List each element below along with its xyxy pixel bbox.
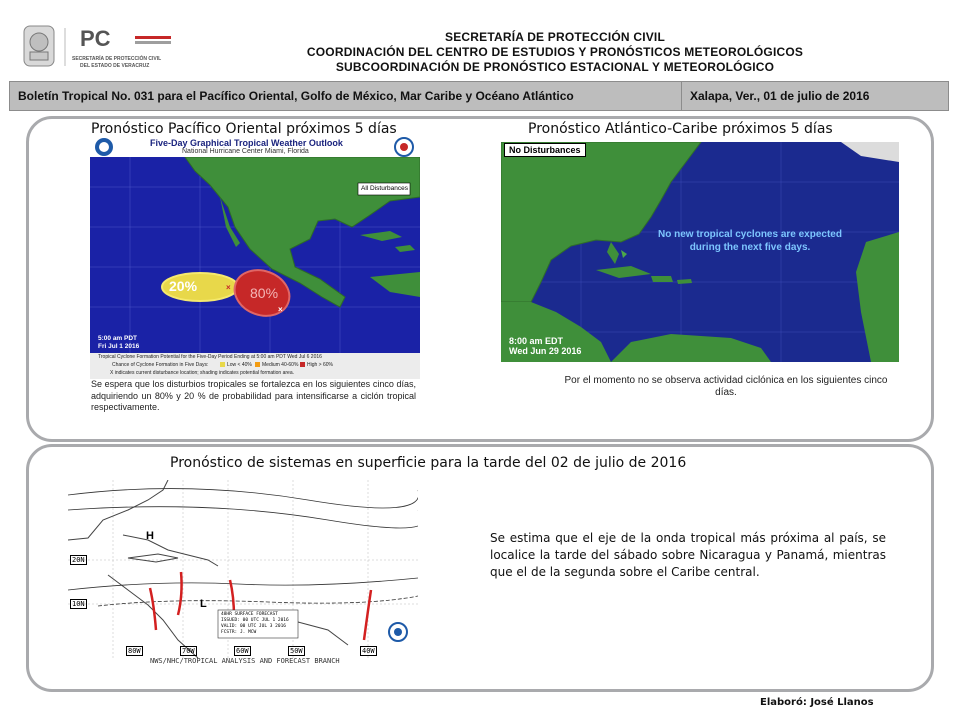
disturbance-80: 80%: [250, 285, 279, 301]
atlantic-description: Por el momento no se observa actividad ciclónica en los siguientes cinco días.: [564, 375, 888, 398]
sfc-forecast-box: [221, 612, 289, 636]
bulletin-bar: [9, 81, 949, 111]
nws-icon: [392, 137, 416, 157]
sfc-lat-20n: 20N: [72, 556, 85, 564]
sfc-lat-10n: 10N: [72, 600, 85, 608]
disturbance-20: 20%: [169, 278, 198, 294]
sfc-lon-80w: 80W: [128, 647, 141, 655]
sfc-lon-50w: 50W: [290, 647, 303, 655]
all-disturbances-label: All Disturbances: [361, 185, 408, 192]
pac-caption-1: Tropical Cyclone Formation Potential for the Five-Day Period Ending at 5:00 am PDT Wed Jul 6 2016: [98, 354, 322, 360]
logo-subtitle-2: DEL ESTADO DE VERACRUZ: [80, 63, 150, 69]
svg-text:×: ×: [278, 305, 283, 314]
bulletin-title: Boletín Tropical No. 031 para el Pacífico Oriental, Golfo de México, Mar Caribe y Océano Atlántico: [10, 82, 682, 110]
legend-high: High > 60%: [307, 362, 333, 368]
pac-caption-3: X indicates current disturbance location; shading indicates potential formation area.: [110, 370, 294, 376]
atl-time-2: Wed Jun 29 2016: [509, 346, 582, 356]
logo-pc: [20, 22, 175, 72]
surface-forecast-map: [68, 480, 418, 658]
pac-map-subtitle: National Hurricane Center Miami, Florida: [182, 148, 309, 155]
pac-time-2: Fri Jul 1 2016: [98, 343, 140, 350]
legend-med-swatch: [255, 362, 260, 367]
header-line-1: SECRETARÍA DE PROTECCIÓN CIVIL: [444, 30, 665, 44]
pac-map-title: Five-Day Graphical Tropical Weather Outlook: [150, 138, 343, 148]
atlantic-message-1: No new tropical cyclones are expected: [658, 229, 842, 240]
surface-footer: NWS/NHC/TROPICAL ANALYSIS AND FORECAST BRANCH: [150, 657, 340, 665]
no-disturbances-label: No Disturbances: [504, 143, 586, 157]
atlantic-title: Pronóstico Atlántico-Caribe próximos 5 días: [528, 121, 833, 137]
sfc-lon-40w: 40W: [362, 647, 375, 655]
atlantic-message: [640, 228, 860, 254]
credit: Elaboró: José Llanos: [760, 697, 874, 708]
pac-time-1: 5:00 am PDT: [98, 335, 138, 342]
atlantic-time: [509, 336, 581, 356]
pacific-title: Pronóstico Pacífico Oriental próximos 5 días: [91, 121, 397, 137]
legend-med: Medium 40-60%: [262, 362, 299, 368]
atlantic-message-2: during the next five days.: [689, 242, 811, 253]
pac-caption: [90, 353, 420, 379]
pacific-outlook-map: [90, 137, 420, 353]
legend-low: Low < 40%: [227, 362, 252, 368]
legend-high-swatch: [300, 362, 305, 367]
noaa-icon: [92, 137, 116, 157]
pac-caption-2: Chance of Cyclone Formation in Five Days:: [112, 362, 209, 368]
pac-map-header: [90, 137, 420, 157]
atl-time-1: 8:00 am EDT: [509, 336, 564, 346]
sfc-box-2: ISSUED: 00 UTC JUL 1 2016: [221, 618, 289, 623]
header-line-2: COORDINACIÓN DEL CENTRO DE ESTUDIOS Y PRONÓSTICOS METEOROLÓGICOS: [306, 45, 804, 59]
sfc-lon-70w: 70W: [182, 647, 195, 655]
sfc-box-3: VALID: 00 UTC JUL 3 2016: [221, 624, 287, 629]
pac-disturbances: [90, 157, 420, 353]
surface-title: Pronóstico de sistemas en superficie para la tarde del 02 de julio de 2016: [170, 455, 687, 471]
sfc-box-4: FCSTR: J. MCW: [221, 630, 257, 635]
legend-low-swatch: [220, 362, 225, 367]
sfc-high-label: H: [146, 530, 154, 542]
pacific-description: Se espera que los disturbios tropicales se fortalezca en los siguientes cinco días, adquiriendo un 80% y 20 % de probabilidad para intensificarse a ciclón tropical respectivamente.: [91, 379, 416, 412]
svg-text:×: ×: [226, 283, 231, 292]
sfc-lon-60w: 60W: [236, 647, 249, 655]
sfc-box-1: 48HR SURFACE FORECAST: [221, 612, 278, 617]
logo-text: PC: [80, 26, 111, 51]
logo-subtitle-1: SECRETARÍA DE PROTECCIÓN CIVIL: [72, 56, 162, 62]
bulletin-place-date: Xalapa, Ver., 01 de julio de 2016: [690, 89, 870, 103]
sfc-low-label: L: [200, 598, 207, 610]
header-line-3: SUBCOORDINACIÓN DE PRONÓSTICO ESTACIONAL Y METEOROLÓGICO: [335, 60, 775, 74]
surface-description: Se estima que el eje de la onda tropical más próxima al país, se localice la tarde del sábado sobre Nicaragua y Panamá, mientras que el de la segunda sobre el Caribe central.: [490, 531, 886, 579]
